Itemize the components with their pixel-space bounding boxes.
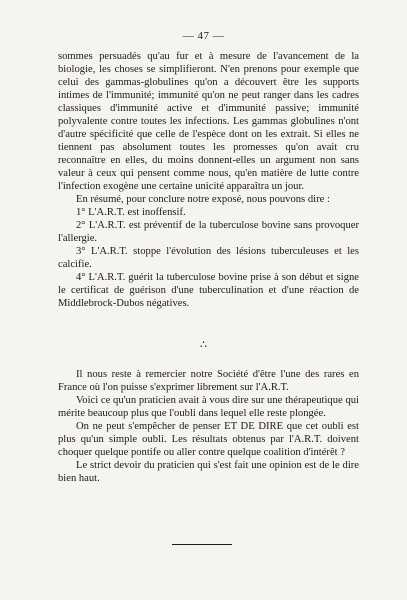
section-separator-mark: ∴ (200, 339, 207, 351)
conclusion-item: 4° L'A.R.T. guérit la tuberculose bovine prise à son début et signe le certificat de guérison d'une tuberculination et d'une réaction de Middlebrock-Dubos négatives. (58, 272, 359, 309)
paragraph: sommes persuadés qu'au fur et à mesure de l'avancement de la biologie, les choses se simplifieront. N'en prenons pour exemple que celui des gammas-globulines qu'on a découvert être les supports intimes de l'immunité; immunité qu'on ne peut ranger dans les cadres classiques d'immunité active et d'immunité passive; immunité polyvalente contre toutes les infections. Les gammas globulines n'ont d'autre spécificité que celle de l'espèce dont on les extrait. Si elles ne tiennent pas absolument toutes les promesses qu'on avait cru reconnaître en elles, du moins donnent-elles un argument non sans valeur à ceux qui pensent comme nous, qu'en matière de lutte contre l'infection exogène une certaine unicité apparaîtra un jour. (58, 51, 359, 192)
paragraph: Le strict devoir du praticien qui s'est fait une opinion est de le dire bien haut. (58, 460, 359, 484)
conclusion-item: 1° L'A.R.T. est inoffensif. (76, 207, 186, 218)
upper-section (58, 50, 359, 310)
paragraph: Il nous reste à remercier notre Société d'être l'une des rares en France où l'on puisse s'exprimer librement sur l'A.R.T. (58, 369, 359, 393)
conclusion-item: 2° L'A.R.T. est préventif de la tuberculose bovine sans provoquer l'allergie. (58, 220, 359, 244)
paragraph: On ne peut s'empêcher de penser ET DE DIRE que cet oubli est plus qu'un simple oubli. Les résultats obtenus par l'A.R.T. doivent choquer quelque pontife ou aller contre quelque coalition d'intérêt ? (58, 421, 359, 458)
conclusion-item: 3° L'A.R.T. stoppe l'évolution des lésions tuberculeuses et les calcifie. (58, 246, 359, 270)
end-rule-divider (172, 544, 232, 545)
lower-section (58, 368, 359, 485)
paragraph: Voici ce qu'un praticien avait à vous dire sur une thérapeutique qui mérite beaucoup plus que l'oubli dans lequel elle reste plongée. (58, 395, 359, 419)
page-number: — 47 — (182, 30, 225, 42)
paragraph: En résumé, pour conclure notre exposé, nous pouvons dire : (76, 194, 330, 205)
